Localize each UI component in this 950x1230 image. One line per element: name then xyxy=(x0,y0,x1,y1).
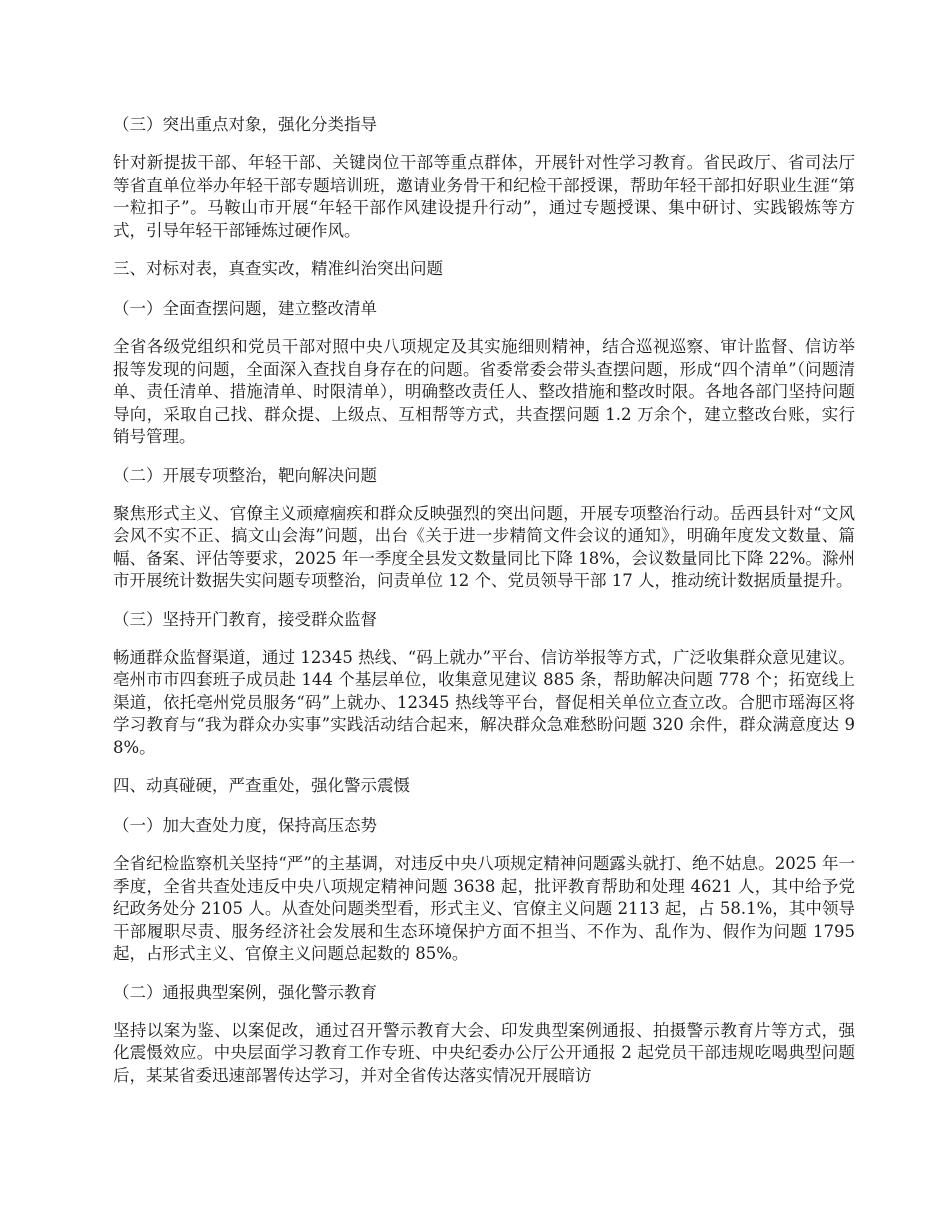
body-paragraph: 针对新提拔干部、年轻干部、关键岗位干部等重点群体，开展针对性学习教育。省民政厅、省司法厅等省直单位举办年轻干部专题培训班，邀请业务骨干和纪检干部授课，帮助年轻干部扣好职业生涯“第一粒扣子”。马鞍山市开展“年轻干部作风建设提升行动”，通过专题授课、集中研讨、实践锻炼等方式，引导年轻干部锤炼过硬作风。 xyxy=(113,153,855,240)
section-heading: 四、动真碰硬，严查重处，强化警示震慑 xyxy=(113,776,410,795)
section-heading: （一）全面查摆问题，建立整改清单 xyxy=(113,299,377,318)
section-heading: （一）加大查处力度，保持高压态势 xyxy=(113,816,377,835)
body-paragraph: 聚焦形式主义、官僚主义顽瘴痼疾和群众反映强烈的突出问题，开展专项整治行动。岳西县针对“文风会风不实不正、搞文山会海”问题，出台《关于进一步精简文件会议的通知》，明确年度发文数量、篇幅、备案、评估等要求，2025 年一季度全县发文数量同比下降 18%，会议数量同比下降 22%。滁州市开展统计数据失实问题专项整治，问责单位 12 个、党员领导干部 17 人，推动统计数据质量提升。 xyxy=(113,503,855,590)
section-heading: （二）通报典型案例，强化警示教育 xyxy=(113,982,377,1002)
body-paragraph: 全省各级党组织和党员干部对照中央八项规定及其实施细则精神，结合巡视巡察、审计监督、信访举报等发现的问题，全面深入查找自身存在的问题。省委常委会带头查摆问题，形成“四个清单”（问题清单、责任清单、措施清单、时限清单），明确整改责任人、整改措施和整改时限。各地各部门坚持问题导向，采取自己找、群众提、上级点、互相帮等方式，共查摆问题 1.2 万余个，建立整改台账，实行销号管理。 xyxy=(113,337,855,446)
body-paragraph: 坚持以案为鉴、以案促改，通过召开警示教育大会、印发典型案例通报、拍摄警示教育片等方式，强化震慑效应。中央层面学习教育工作专班、中央纪委办公厅公开通报 2 起党员干部违规吃喝典型问题后，某某省委迅速部署传达学习，并对全省传达落实情况开展暗访 xyxy=(113,1020,855,1085)
body-paragraph: 畅通群众监督渠道，通过 12345 热线、“码上就办”平台、信访举报等方式，广泛收集群众意见建议。亳州市市四套班子成员赴 144 个基层单位，收集意见建议 885 条，帮助解决问题 778 个；拓宽线上渠道，依托亳州党员服务“码”上就办、12345 热线等平台，督促相关单位立查立改。合肥市瑶海区将学习教育与“我为群众办实事”实践活动结合起来，解决群众急难愁盼问题 320 余件，群众满意度达 98%。 xyxy=(113,647,855,757)
section-heading: 三、对标对表，真查实改，精准纠治突出问题 xyxy=(113,259,443,278)
document-page xyxy=(113,112,855,1101)
section-heading: （三）突出重点对象，强化分类指导 xyxy=(113,115,377,134)
section-heading: （三）坚持开门教育，接受群众监督 xyxy=(113,609,377,629)
body-paragraph: 全省纪检监察机关坚持“严”的主基调，对违反中央八项规定精神问题露头就打、绝不姑息。2025 年一季度，全省共查处违反中央八项规定精神问题 3638 起，批评教育帮助和处理 4621 人，其中给予党纪政务处分 2105 人。从查处问题类型看，形式主义、官僚主义问题 2113 起，占 58.1%，其中领导干部履职尽责、服务经济社会发展和生态环境保护方面不担当、不作为、乱作为、假作为问题 1795 起，占形式主义、官僚主义问题总起数的 85%。 xyxy=(113,854,855,963)
section-heading: （二）开展专项整治，靶向解决问题 xyxy=(113,465,377,485)
